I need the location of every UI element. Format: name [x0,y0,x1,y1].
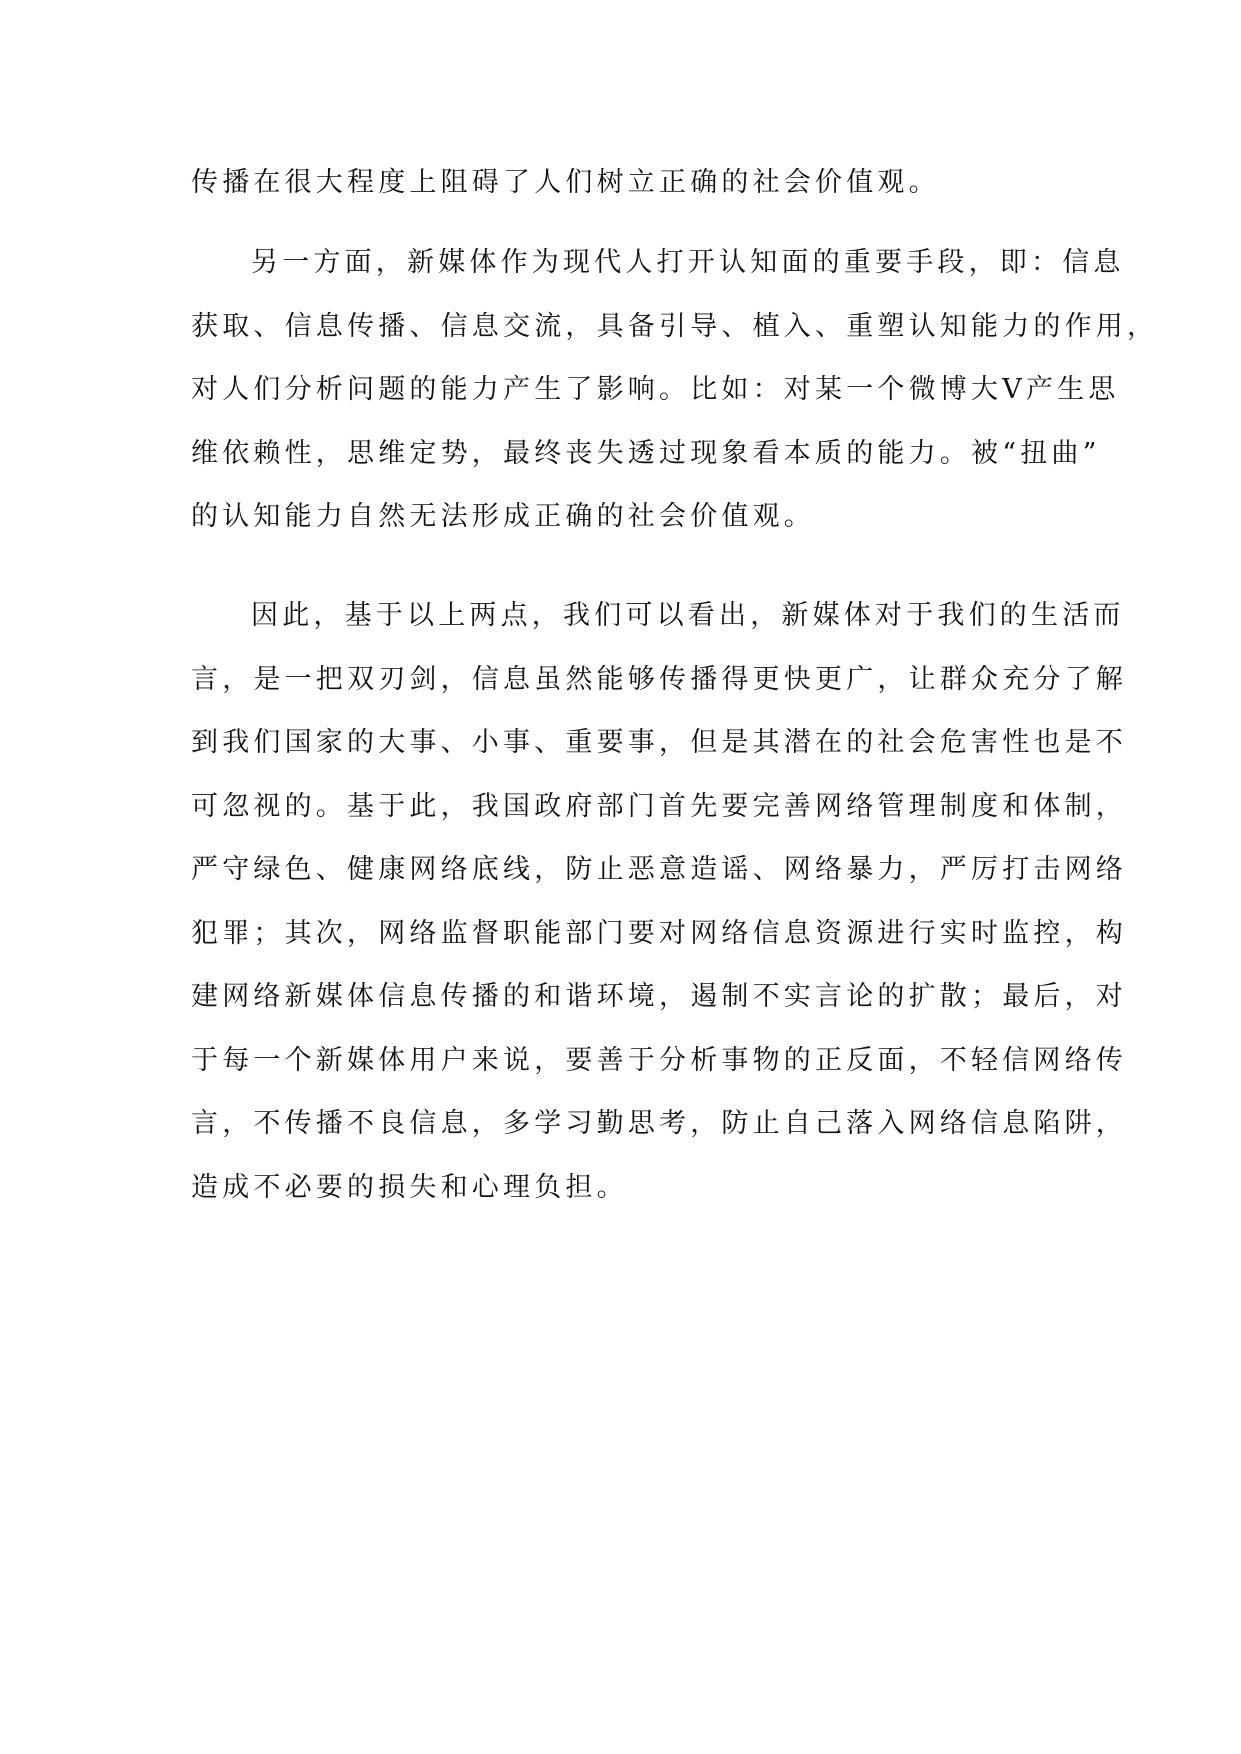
paragraph-line: 建网络新媒体信息传播的和谐环境，遏制不实言论的扩散；最后，对 [191,981,1127,1012]
paragraph-line: 严守绿色、健康网络底线，防止恶意造谣、网络暴力，严厉打击网络 [191,854,1127,885]
paragraph-line: 犯罪；其次，网络监督职能部门要对网络信息资源进行实时监控，构 [191,917,1127,949]
paragraph-line: 于每一个新媒体用户来说，要善于分析事物的正反面，不轻信网络传 [191,1044,1127,1076]
paragraph-line: 传播在很大程度上阻碍了人们树立正确的社会价值观。 [191,167,940,198]
paragraph-line: 维依赖性，思维定势，最终丧失透过现象看本质的能力。被“扭曲” [191,437,1101,469]
paragraph-line: 言，是一把双刃剑，信息虽然能够传播得更快更广，让群众充分了解 [191,663,1127,695]
paragraph-line: 言，不传播不良信息，多学习勤思考，防止自己落入网络信息陷阱， [191,1108,1127,1139]
paragraph-line: 另一方面，新媒体作为现代人打开认知面的重要手段，即：信息 [251,247,1125,278]
paragraph-continuation [191,151,1051,215]
paragraph-line: 获取、信息传播、信息交流，具备引导、植入、重塑认知能力的作用， [191,310,1159,342]
paragraph-line: 对人们分析问题的能力产生了影响。比如：对某一个微博大V产生思 [191,374,1120,405]
paragraph-conclusion [191,584,1127,1219]
paragraph-line: 因此，基于以上两点，我们可以看出，新媒体对于我们的生活而 [251,600,1125,631]
paragraph-line: 可忽视的。基于此，我国政府部门首先要完善网络管理制度和体制， [191,790,1127,822]
paragraph-another-aspect [191,231,1159,549]
paragraph-line: 到我们国家的大事、小事、重要事，但是其潜在的社会危害性也是不 [191,727,1127,758]
paragraph-line: 的认知能力自然无法形成正确的社会价值观。 [191,501,815,532]
paragraph-line: 造成不必要的损失和心理负担。 [191,1171,628,1203]
